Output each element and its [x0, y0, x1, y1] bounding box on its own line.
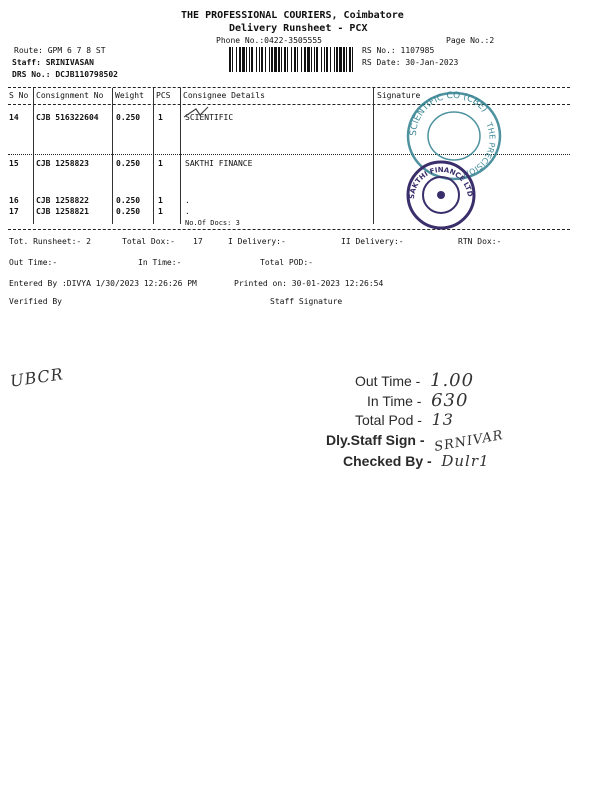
company-title: THE PROFESSIONAL COURIERS, Coimbatore: [181, 10, 404, 21]
route-value: GPM 6 7 8 ST: [47, 46, 106, 55]
row-sno: 16: [9, 196, 19, 205]
hw-dly-staff-value: SRNIVAR: [433, 428, 505, 455]
ii-delivery: II Delivery:-: [341, 237, 404, 246]
barcode-bar: [304, 47, 306, 72]
barcode-bar: [316, 47, 318, 72]
drs-value: DCJB110798502: [55, 70, 118, 79]
row-pcs: 1: [158, 207, 163, 216]
hw-checked-by-label: Checked By -: [343, 453, 432, 469]
verified-by: Verified By: [9, 297, 62, 306]
col-consignment: Consignment No: [36, 91, 104, 100]
barcode-bar: [301, 47, 302, 72]
barcode-bar: [274, 47, 277, 72]
handwritten-in-time: [367, 390, 468, 411]
row-consignment: CJB 1258821: [36, 207, 89, 216]
row-weight: 0.250: [116, 207, 141, 216]
barcode-bar: [330, 47, 331, 72]
barcode-bar: [239, 47, 241, 72]
svg-text:SAKTHI FINANCE LTD: SAKTHI FINANCE LTD: [407, 165, 474, 200]
rtn-dox: RTN Dox:-: [458, 237, 502, 246]
receiver-signature-scribble: [182, 104, 212, 118]
row-pcs: 1: [158, 196, 163, 205]
row-consignment: CJB 516322604: [36, 113, 99, 122]
staff-signature: Staff Signature: [270, 297, 343, 306]
company-stamp-sakthi: [404, 159, 478, 231]
col-consignee: Consignee Details: [183, 91, 265, 100]
col-sep-1: [33, 88, 34, 224]
barcode-bar: [297, 47, 298, 72]
row-pcs: 1: [158, 159, 163, 168]
row-consignee: .: [185, 196, 190, 205]
barcode: [229, 47, 356, 72]
barcode-bar: [278, 47, 280, 72]
col-sep-5: [373, 88, 374, 224]
barcode-bar: [242, 47, 245, 72]
row-consignment: CJB 1258822: [36, 196, 89, 205]
barcode-bar: [343, 47, 345, 72]
barcode-bar: [346, 47, 347, 72]
col-signature: Signature: [377, 91, 421, 100]
col-sep-4: [180, 88, 181, 224]
no-of-docs: No.Of Docs: 3: [185, 219, 240, 227]
handwritten-block: [300, 360, 560, 480]
col-weight: Weight: [115, 91, 144, 100]
barcode-bar: [261, 47, 263, 72]
row-consignee: SCIENTIFIC: [185, 113, 234, 122]
rs-date-value: 30-Jan-2023: [405, 58, 459, 67]
table-row: [9, 159, 19, 168]
row-consignee: .: [185, 207, 190, 216]
barcode-bar: [324, 47, 325, 72]
rs-no-value: 1107985: [400, 46, 435, 55]
barcode-bar: [284, 47, 286, 72]
handwritten-initials: UBCR: [8, 364, 65, 391]
page-number: Page No.:2: [446, 36, 495, 45]
barcode-bar: [251, 47, 253, 72]
rs-date-row: [362, 58, 458, 67]
total-dox-value: 17: [193, 237, 203, 246]
barcode-bar: [291, 47, 292, 72]
barcode-bar: [236, 47, 237, 72]
route-label: Route:: [14, 46, 43, 55]
svg-text:THE PRECISION: THE PRECISION: [461, 121, 497, 179]
row-sno: 17: [9, 207, 19, 216]
barcode-bar: [326, 47, 328, 72]
hw-in-time-label: In Time -: [367, 393, 422, 409]
out-time-printed: Out Time:-: [9, 258, 58, 267]
drs-row: [12, 70, 118, 79]
hw-checked-by-value: Dulr1: [441, 452, 490, 470]
barcode-bar: [246, 47, 247, 72]
in-time-printed: In Time:-: [138, 258, 182, 267]
hw-in-time-value: 630: [431, 390, 469, 411]
barcode-bar: [232, 47, 233, 72]
barcode-bar: [281, 47, 282, 72]
entered-by: Entered By :DIVYA 1/30/2023 12:26:26 PM: [9, 279, 197, 288]
row-weight: 0.250: [116, 196, 141, 205]
staff-value: SRINIVASAN: [45, 58, 94, 67]
table-row: [9, 196, 19, 205]
row-weight: 0.250: [116, 159, 141, 168]
handwritten-checked-by: [343, 451, 490, 470]
drs-label: DRS No.:: [12, 70, 51, 79]
route-row: [14, 46, 106, 55]
rs-no-label: RS No.:: [362, 46, 396, 55]
row-consignment: CJB 1258823: [36, 159, 89, 168]
table-row: [9, 207, 19, 216]
handwritten-total-pod: [355, 410, 454, 429]
i-delivery: I Delivery:-: [228, 237, 286, 246]
barcode-bar: [287, 47, 288, 72]
total-pod-printed: Total POD:-: [260, 258, 313, 267]
barcode-bar: [249, 47, 250, 72]
row-weight: 0.250: [116, 113, 141, 122]
staff-label: Staff:: [12, 58, 41, 67]
barcode-bar: [336, 47, 338, 72]
total-dox-label: Total Dox:-: [122, 237, 175, 246]
rs-date-label: RS Date:: [362, 58, 401, 67]
tot-runsheet: Tot. Runsheet:- 2: [9, 237, 91, 246]
barcode-bar: [349, 47, 351, 72]
hw-out-time-label: Out Time -: [355, 373, 421, 389]
hw-out-time-value: 1.00: [430, 370, 475, 391]
row-sno: 15: [9, 159, 19, 168]
barcode-bar: [352, 47, 353, 72]
barcode-bar: [271, 47, 273, 72]
barcode-bar: [311, 47, 312, 72]
hw-total-pod-value: 13: [431, 410, 454, 429]
barcode-bar: [314, 47, 315, 72]
barcode-bar: [307, 47, 310, 72]
barcode-bar: [259, 47, 260, 72]
table-row: [9, 113, 19, 122]
barcode-bar: [269, 47, 270, 72]
barcode-bar: [229, 47, 231, 72]
hw-total-pod-label: Total Pod -: [355, 412, 422, 428]
barcode-bar: [321, 47, 322, 72]
handwritten-dly-staff: [326, 428, 505, 455]
barcode-bar: [334, 47, 335, 72]
phone-number: Phone No.:0422-3505555: [216, 36, 322, 45]
barcode-bar: [256, 47, 257, 72]
row-sno: 14: [9, 113, 19, 122]
col-pcs: PCS: [156, 91, 171, 100]
row-consignee: SAKTHI FINANCE: [185, 159, 253, 168]
table-rule-bottom: [8, 229, 570, 230]
runsheet-title: Delivery Runsheet - PCX: [229, 23, 368, 34]
col-sep-2: [112, 88, 113, 224]
staff-row: [12, 58, 94, 67]
rs-no-row: [362, 46, 434, 55]
handwritten-out-time: [355, 370, 474, 391]
row-pcs: 1: [158, 113, 163, 122]
hw-dly-staff-label: Dly.Staff Sign -: [326, 432, 425, 448]
barcode-bar: [265, 47, 266, 72]
svg-text:SCIENTIFIC CO (CBE): SCIENTIFIC CO (CBE): [408, 90, 490, 137]
col-sno: S No: [9, 91, 29, 100]
barcode-bar: [339, 47, 342, 72]
printed-on: Printed on: 30-01-2023 12:26:54: [234, 279, 384, 288]
col-sep-3: [153, 88, 154, 224]
barcode-bar: [294, 47, 296, 72]
